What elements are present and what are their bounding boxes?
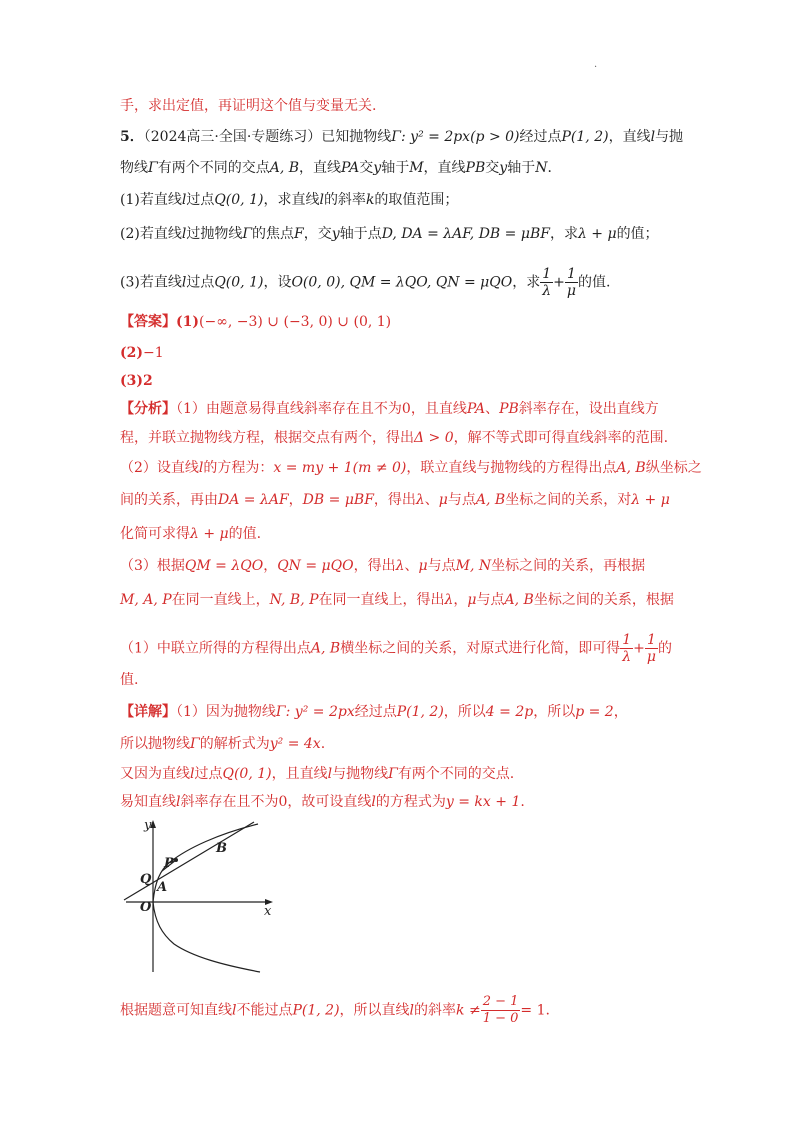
analysis-text: ，得出 — [353, 558, 396, 574]
label-o: O — [140, 900, 152, 915]
analysis-text: 的值. — [228, 526, 262, 542]
line-l: l — [190, 766, 195, 782]
fraction-1-mu: $\frac{1}{\mu}$ — [646, 632, 656, 665]
detail-text: . — [520, 794, 525, 810]
fraction-1-lambda: $\frac{1}{\lambda}$ — [542, 266, 552, 299]
part-text: ，设 — [263, 274, 292, 291]
problem-part-2 — [120, 224, 659, 244]
part-text: ，求 — [549, 226, 578, 242]
points-ab: A, B — [310, 640, 341, 657]
problem-text: 交 — [485, 160, 500, 176]
slope-fraction: $\frac{2 - 1}{1 - 0}$ — [482, 994, 519, 1026]
detail-text: ，所以 — [533, 704, 576, 720]
analysis-text: ， — [263, 558, 278, 574]
problem-text: 有两个不同的交点 — [157, 160, 270, 176]
detail-text: 的解析式为 — [199, 736, 270, 752]
slope-k: k — [365, 192, 375, 208]
analysis-text: （1）中联立所得的方程得出点 — [120, 640, 311, 657]
analysis-text: ， — [288, 492, 303, 508]
lambda: λ — [444, 592, 454, 608]
problem-text: 交 — [359, 160, 374, 176]
detail-text: （1）因为抛物线 — [176, 704, 276, 720]
point-p-dot — [174, 858, 178, 862]
part-text: (3)若直线 — [120, 274, 182, 291]
analysis-line-1 — [120, 399, 659, 419]
parabola-equation: y² = 4x — [269, 736, 321, 752]
vector-da: DA = λAF — [218, 492, 289, 508]
part-text: 轴于点 — [339, 226, 382, 242]
line-l: l — [319, 192, 324, 208]
detail-text: ，所以 — [443, 704, 486, 720]
analysis-text: 与点 — [447, 492, 476, 508]
problem-text: 已知抛物线 — [321, 129, 392, 145]
analysis-text: 、 — [485, 401, 500, 417]
lambda: λ — [395, 558, 405, 574]
problem-text: ． — [547, 160, 562, 176]
line-equation: y = kx + 1 — [445, 794, 521, 810]
detail-text: . — [545, 1002, 550, 1019]
answer-label: (3) — [120, 373, 143, 389]
analysis-text: 值. — [120, 672, 139, 688]
part-text: (2)若直线 — [120, 226, 182, 242]
analysis-text: 、 — [424, 492, 439, 508]
vector-relations: D, DA = λAF, DB = μBF — [381, 226, 550, 242]
analysis-text: ，联立直线与抛物线的方程得出点 — [406, 460, 617, 476]
page-dot: · — [594, 62, 598, 73]
problem-text: 轴于 — [507, 160, 536, 176]
part-text: ，交 — [303, 226, 332, 242]
analysis-line-8 — [120, 632, 672, 665]
parabola-figure — [118, 812, 278, 977]
y-axis-var: y — [499, 160, 508, 176]
problem-text: ，直线 — [423, 160, 466, 176]
analysis-line-6 — [120, 556, 645, 576]
label-b: B — [216, 841, 227, 856]
line-l: l — [650, 129, 656, 145]
detail-tag: 【详解】 — [120, 704, 176, 720]
lambda-plus-mu: λ + μ — [631, 492, 670, 508]
detail-text: 又因为直线 — [120, 766, 190, 782]
line-l: l — [327, 766, 333, 782]
lambda-plus-mu: λ + μ — [577, 226, 617, 242]
detail-text: 有两个不同的交点. — [397, 766, 515, 782]
label-p: P — [164, 856, 174, 871]
label-y: y — [144, 818, 152, 833]
points-ab: A, B — [504, 592, 534, 608]
analysis-line-4 — [120, 490, 670, 510]
line-pa: PA — [466, 401, 486, 417]
part-text: 的斜率 — [323, 192, 366, 208]
equation: p = 2 — [575, 704, 614, 720]
detail-text: 根据题意可知直线 — [120, 1002, 232, 1019]
line-pb: PB — [499, 401, 519, 417]
part-text: 的值. — [578, 274, 611, 291]
analysis-text: ，且直线 — [410, 401, 467, 417]
analysis-text: 与点 — [427, 558, 456, 574]
vector-relations: O(0, 0), QM = λQO, QN = μQO — [291, 274, 513, 291]
analysis-text: ，解不等式即可得直线斜率的范围. — [453, 430, 669, 446]
vector-db: DB = μBF — [302, 492, 374, 508]
line-l: l — [181, 274, 187, 291]
analysis-text: 坐标之间的关系，根据 — [533, 592, 674, 608]
zero: 0 — [401, 401, 411, 417]
detail-text: ，所以直线 — [339, 1002, 410, 1019]
point-m: M — [409, 160, 424, 176]
focus-f: F — [294, 226, 304, 242]
y-axis-var: y — [373, 160, 382, 176]
detail-text: . — [320, 736, 326, 752]
analysis-text: ，得出 — [373, 492, 416, 508]
point-q: Q(0, 1) — [222, 766, 272, 782]
points-ab: A, B — [616, 460, 646, 476]
problem-text: 与抛 — [655, 129, 684, 145]
answer-tag: 【答案】 — [120, 314, 176, 330]
answer-line-3 — [120, 371, 153, 391]
gamma: Γ — [242, 226, 253, 242]
detail-line-3 — [120, 764, 514, 784]
detail-text: 所以抛物线 — [120, 736, 190, 752]
plus-sign: + — [633, 640, 645, 657]
analysis-text: 坐标之间的关系，对 — [505, 492, 632, 508]
fraction-1-mu: $\frac{1}{\mu}$ — [566, 266, 576, 299]
answer-label: (2) — [120, 345, 143, 361]
answer-1: (−∞, −3) ∪ (−3, 0) ∪ (0, 1) — [199, 314, 392, 330]
line-l: l — [232, 1002, 237, 1019]
detail-line-2 — [120, 734, 325, 754]
analysis-text: 坐标之间的关系，再根据 — [491, 558, 646, 574]
detail-text: ， — [613, 704, 628, 720]
analysis-text: 横坐标之间的关系，对原式进行化简，即可得 — [340, 640, 621, 657]
vector-qn: QN = μQO — [277, 558, 354, 574]
analysis-text: 与点 — [476, 592, 505, 608]
analysis-line-7 — [120, 590, 674, 610]
line-l-graph — [124, 822, 254, 900]
points-ab: A, B — [269, 160, 300, 176]
detail-text: 经过点 — [354, 704, 397, 720]
fraction-1-lambda: $\frac{1}{\lambda}$ — [622, 632, 632, 665]
line-l: l — [409, 1002, 415, 1019]
line-pb: PB — [465, 160, 486, 176]
analysis-text: 化简可求得 — [120, 526, 190, 542]
analysis-text: 纵坐标之 — [645, 460, 702, 476]
problem-line-2 — [120, 158, 561, 178]
detail-text: 的斜率 — [414, 1002, 457, 1019]
parabola-equation: Γ: y² = 2px(p > 0) — [391, 129, 520, 145]
mu: μ — [418, 558, 428, 574]
intro-line: 手，求出定值，再证明这个值与变量无关. — [120, 98, 377, 114]
analysis-text: 斜率存在，设出直线方 — [518, 401, 659, 417]
part-text: 过点 — [186, 274, 215, 291]
mu: μ — [467, 592, 477, 608]
label-q: Q — [140, 872, 152, 887]
mu: μ — [438, 492, 448, 508]
part-text: 过抛物线 — [186, 226, 243, 242]
point-q: Q(0, 1) — [214, 192, 264, 208]
analysis-text: 的方程为： — [203, 460, 274, 476]
lambda: λ — [415, 492, 425, 508]
point-q: Q(0, 1) — [214, 274, 264, 291]
part-text: (1)若直线 — [120, 192, 182, 208]
part-text: 的焦点 — [252, 226, 295, 242]
points-mn: M, N — [455, 558, 492, 574]
plus-sign: + — [553, 274, 565, 291]
points-map: M, A, P — [120, 592, 172, 608]
analysis-line-9 — [120, 670, 138, 690]
line-pa: PA — [341, 160, 360, 176]
part-text: 过点 — [186, 192, 215, 208]
detail-text: 与抛物线 — [332, 766, 389, 782]
analysis-line-2 — [120, 428, 668, 448]
label-x: x — [264, 904, 272, 919]
answer-line-2 — [120, 343, 164, 363]
slope-k: k ≠ — [456, 1002, 481, 1019]
analysis-line-3 — [120, 458, 702, 478]
detail-text: ，故可设直线 — [287, 794, 372, 810]
line-l: l — [181, 192, 187, 208]
line-l: l — [371, 794, 376, 810]
detail-text: 过点 — [194, 766, 223, 782]
points-nbp: N, B, P — [269, 592, 319, 608]
problem-part-1 — [120, 190, 458, 210]
point-p: P(1, 2) — [292, 1002, 340, 1019]
analysis-text: （3）根据 — [120, 558, 185, 574]
point-n: N — [535, 160, 548, 176]
problem-line-1 — [120, 127, 683, 147]
parabola-curve — [153, 824, 260, 972]
analysis-text: 在同一直线上， — [171, 592, 270, 608]
points-ab: A, B — [475, 492, 506, 508]
answer-3: 2 — [143, 373, 153, 389]
line-l: l — [176, 794, 181, 810]
line-l: l — [181, 226, 187, 242]
analysis-text: 、 — [404, 558, 419, 574]
part-text: ，求 — [512, 274, 541, 291]
part-text: 的取值范围； — [374, 192, 459, 208]
detail-line-4 — [120, 792, 525, 812]
analysis-text: 的 — [658, 640, 672, 657]
equation: 4 = 2p — [485, 704, 534, 720]
analysis-text: 程，并联立抛物线方程，根据交点有两个，得出 — [120, 430, 414, 446]
delta-condition: Δ > 0 — [414, 430, 454, 446]
lambda-plus-mu: λ + μ — [190, 526, 229, 542]
y-axis-var: y — [331, 226, 340, 242]
analysis-text: 间的关系，再由 — [120, 492, 218, 508]
detail-text: 斜率存在且不为 — [180, 794, 279, 810]
gamma: Γ — [148, 160, 158, 176]
part-text: 的值； — [616, 226, 659, 242]
equals-one: = 1 — [520, 1002, 546, 1019]
analysis-line-5 — [120, 524, 261, 544]
part-text: ，求直线 — [263, 192, 320, 208]
point-p: P(1, 2) — [561, 129, 609, 145]
analysis-text: （2）设直线 — [120, 460, 199, 476]
problem-number: 5． — [120, 129, 144, 145]
detail-line-5 — [120, 994, 550, 1027]
answer-label: (1) — [176, 314, 199, 330]
problem-text: 物线 — [120, 160, 148, 176]
problem-source: （2024高三·全国·专题练习） — [143, 129, 322, 145]
detail-text: 的方程式为 — [375, 794, 446, 810]
detail-text: 不能过点 — [236, 1002, 293, 1019]
answer-2: −1 — [143, 345, 164, 361]
zero: 0 — [278, 794, 288, 810]
gamma: Γ — [190, 736, 200, 752]
detail-text: ，且直线 — [271, 766, 328, 782]
line-l: l — [198, 460, 204, 476]
vector-qm: QM = λQO — [184, 558, 264, 574]
label-a: A — [157, 880, 168, 895]
analysis-text: （1）由题意易得直线斜率存在且不为 — [176, 401, 402, 417]
point-p: P(1, 2) — [396, 704, 444, 720]
problem-text: ，直线 — [608, 129, 651, 145]
detail-line-1 — [120, 702, 628, 722]
answer-line-1 — [120, 312, 391, 332]
parabola-equation: Γ: y² = 2px — [275, 704, 355, 720]
gamma: Γ — [388, 766, 398, 782]
problem-text: 经过点 — [519, 129, 562, 145]
analysis-tag: 【分析】 — [120, 401, 176, 417]
line-equation: x = my + 1(m ≠ 0) — [273, 460, 407, 476]
detail-text: 易知直线 — [120, 794, 176, 810]
problem-text: 轴于 — [381, 160, 410, 176]
problem-part-3 — [120, 266, 610, 299]
analysis-text: 在同一直线上，得出 — [318, 592, 445, 608]
problem-text: ，直线 — [299, 160, 342, 176]
analysis-text: ， — [453, 592, 468, 608]
